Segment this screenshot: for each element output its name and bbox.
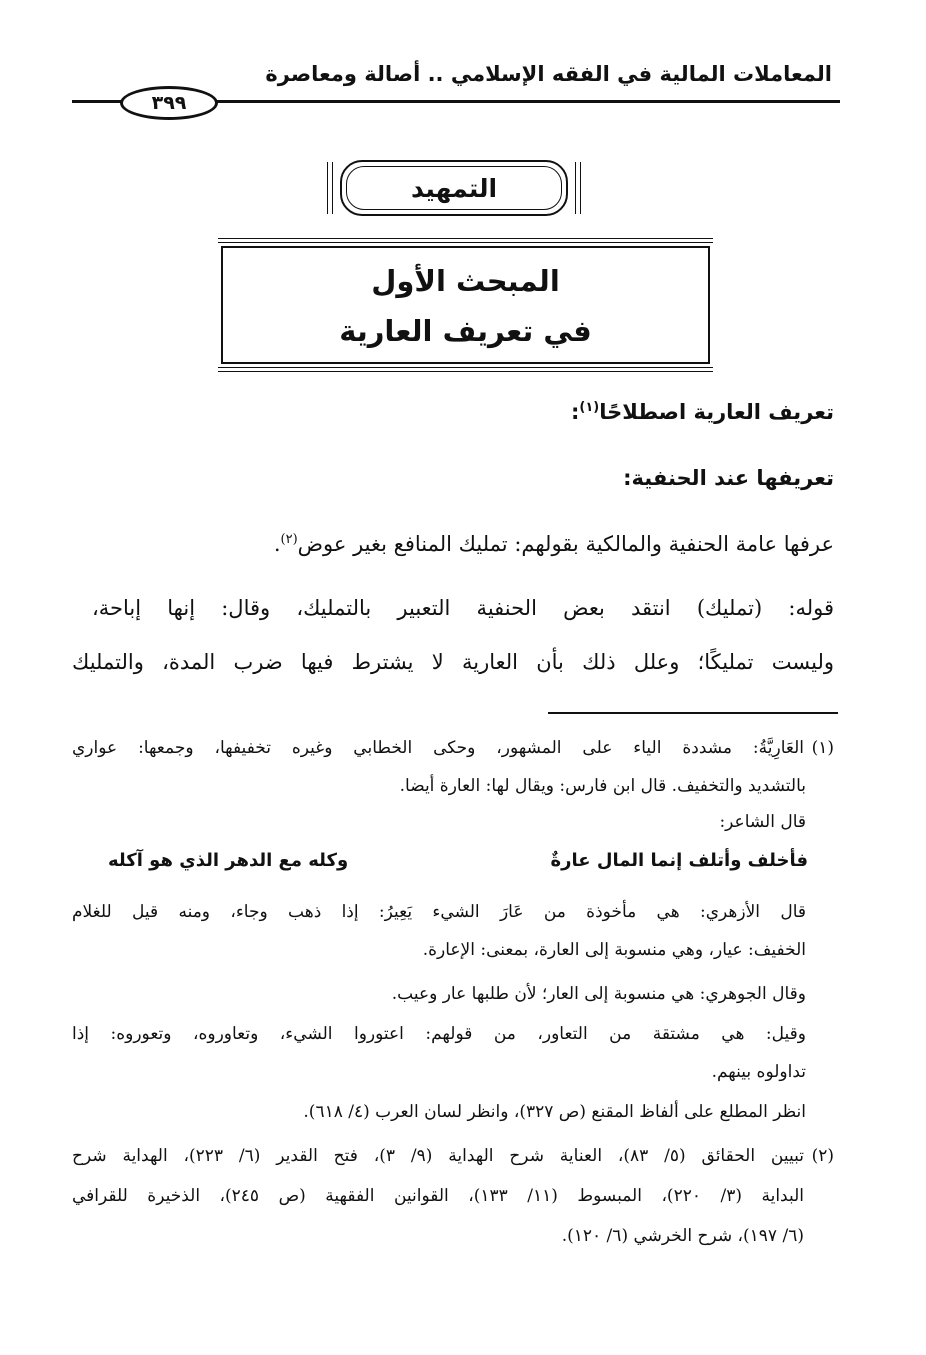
paragraph-1: عرفها عامة الحنفية والمالكية بقولهم: تمليك المنافع بغير عوض$^{(٢)}$.	[273, 532, 834, 556]
footnote-1-line: انظر المطلع على ألفاظ المقنع (ص ٣٢٧)، وانظر لسان العرب (٤/ ٦١٨).	[303, 1102, 806, 1122]
section-label-frame	[327, 160, 581, 216]
footnote-1-line: قال الشاعر:	[719, 812, 806, 832]
chapter-title-frame	[218, 238, 713, 372]
paragraph-2-line-1: قوله: (تمليك) انتقد بعض الحنفية التعبير بالتمليك، وقال: إنها إباحة،	[92, 596, 834, 620]
chapter-subtitle: في تعريف العارية	[339, 314, 592, 348]
footnote-1-line: قال الأزهري: هي مأخوذة من عَارَ الشيء يَعِيرُ: إذا ذهب وجاء، ومنه قيل للغلام	[72, 902, 806, 922]
verse-hemistich: فأخلف وأتلف إنما المال عارةٌ	[550, 850, 808, 871]
footnote-ref-1: (١)	[579, 400, 600, 415]
footnote-2-line: تبيين الحقائق (٥/ ٨٣)، العناية شرح الهداية (٩/ ٣)، فتح القدير (٦/ ٢٢٣)، الهداية شرح	[72, 1146, 804, 1166]
section-label: التمهيد	[340, 160, 568, 216]
footnote-1-number: (١)	[811, 738, 834, 758]
footnote-ref-2: (٢)	[280, 532, 298, 547]
page-number-badge: ٣٩٩	[120, 86, 218, 120]
paragraph-2-line-2: وليست تمليكًا؛ وعلل ذلك بأن العارية لا يشترط فيها ضرب المدة، والتمليك	[72, 650, 834, 674]
footnote-1-line: بالتشديد والتخفيف. قال ابن فارس: ويقال لها: العارة أيضا.	[399, 776, 806, 796]
footnote-1-line: العَارِيَّةُ: مشددة الياء على المشهور، وحكى الخطابي وغيره تخفيفها، وجمعها: عواري	[72, 738, 804, 758]
footnote-1-line: تداولوه بينهم.	[711, 1062, 806, 1082]
footnote-2-number: (٢)	[811, 1146, 834, 1166]
chapter-title-box	[221, 246, 710, 364]
footnote-2-line: (٦/ ١٩٧)، شرح الخرشي (٦/ ١٢٠).	[561, 1226, 804, 1246]
footnote-2-line: البداية (٣/ ٢٢٠)، المبسوط (١١/ ١٣٣)، القوانين الفقهية (ص ٢٤٥)، الذخيرة للقرافي	[72, 1186, 804, 1206]
running-header-title: المعاملات المالية في الفقه الإسلامي .. أصالة ومعاصرة	[265, 62, 832, 86]
footnote-separator	[548, 712, 838, 714]
hanafi-heading: تعريفها عند الحنفية:	[623, 466, 834, 490]
chapter-title: المبحث الأول	[371, 264, 560, 298]
footnote-1-line: وقال الجوهري: هي منسوبة إلى العار؛ لأن طلبها عار وعيب.	[391, 984, 806, 1004]
verse-hemistich: وكله مع الدهر الذي هو آكله	[108, 850, 349, 871]
definition-heading: تعريف العارية اصطلاحًا$^{(١)}$:	[570, 400, 834, 424]
poetry-verse	[108, 850, 808, 871]
footnote-1-line: الخفيف: عيار، وهي منسوبة إلى العارة، بمعنى: الإعارة.	[422, 940, 806, 960]
footnote-1-line: وقيل: هي مشتقة من التعاور، من قولهم: اعتوروا الشيء، وتعاوروه، وتعوروه: إذا	[72, 1024, 806, 1044]
